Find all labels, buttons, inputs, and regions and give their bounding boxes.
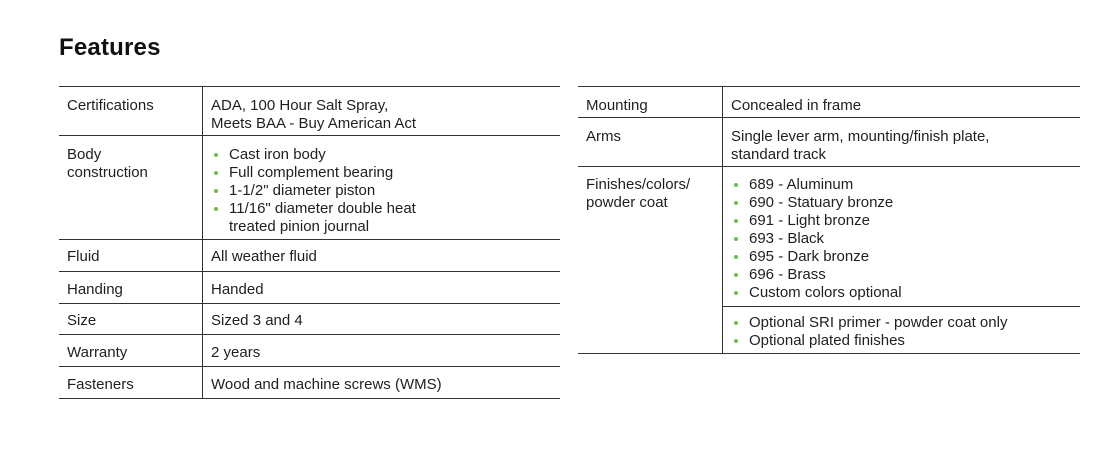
finishes-options xyxy=(723,307,1081,354)
warranty-label: Warranty xyxy=(59,335,203,367)
certifications-label-text: Certifications xyxy=(67,97,154,114)
body-construction-list xyxy=(211,146,560,218)
table-row xyxy=(578,118,1080,167)
list-item: 1-1/2" diameter piston xyxy=(211,182,560,200)
handing-label: Handing xyxy=(59,272,203,304)
finishes-list xyxy=(731,176,1080,302)
fluid-label: Fluid xyxy=(59,240,203,272)
table-row xyxy=(59,136,560,240)
handing-value: Handed xyxy=(203,272,561,304)
table-row xyxy=(578,167,1080,307)
list-item: 691 - Light bronze xyxy=(731,212,1080,230)
list-item: 690 - Statuary bronze xyxy=(731,194,1080,212)
table-row xyxy=(59,272,560,304)
list-item: 693 - Black xyxy=(731,230,1080,248)
list-item: Full complement bearing xyxy=(211,164,560,182)
fasteners-value: Wood and machine screws (WMS) xyxy=(203,367,561,399)
features-table-right xyxy=(578,86,1080,354)
table-row xyxy=(59,367,560,399)
body-construction-label xyxy=(59,136,203,240)
mounting-value: Concealed in frame xyxy=(723,87,1081,118)
table-row xyxy=(59,240,560,272)
finishes-options-list xyxy=(731,314,1080,350)
list-item: Custom colors optional xyxy=(731,284,1080,302)
list-item: 695 - Dark bronze xyxy=(731,248,1080,266)
body-construction-value xyxy=(203,136,561,240)
finishes-value xyxy=(723,167,1081,307)
body-construction-label-line: Body xyxy=(67,146,102,163)
list-item-continuation: treated pinion journal xyxy=(229,218,370,235)
warranty-value: 2 years xyxy=(203,335,561,367)
certifications-value xyxy=(203,87,561,136)
mounting-label: Mounting xyxy=(578,87,723,118)
certifications-label xyxy=(59,87,203,136)
fasteners-label: Fasteners xyxy=(59,367,203,399)
certifications-line: ADA, 100 Hour Salt Spray, xyxy=(211,97,389,114)
list-item: Optional SRI primer - powder coat only xyxy=(731,314,1080,332)
table-row xyxy=(59,335,560,367)
page-title: Features xyxy=(59,34,161,61)
list-item: 11/16" diameter double heat xyxy=(211,200,560,218)
fluid-value: All weather fluid xyxy=(203,240,561,272)
features-table-left xyxy=(59,86,560,399)
finishes-label-line: Finishes/colors/ xyxy=(586,176,691,193)
table-row xyxy=(59,87,560,136)
finishes-label xyxy=(578,167,723,354)
arms-value xyxy=(723,118,1081,167)
finishes-label-line: powder coat xyxy=(586,194,668,211)
list-item: 689 - Aluminum xyxy=(731,176,1080,194)
arms-label: Arms xyxy=(578,118,723,167)
size-label: Size xyxy=(59,304,203,335)
arms-line: Single lever arm, mounting/finish plate, xyxy=(731,128,990,145)
list-item: Cast iron body xyxy=(211,146,560,164)
list-item: Optional plated finishes xyxy=(731,332,1080,350)
arms-line: standard track xyxy=(731,146,827,163)
size-value: Sized 3 and 4 xyxy=(203,304,561,335)
body-construction-label-line: construction xyxy=(67,164,148,181)
list-item: 696 - Brass xyxy=(731,266,1080,284)
table-row xyxy=(578,87,1080,118)
certifications-line: Meets BAA - Buy American Act xyxy=(211,115,417,132)
table-row xyxy=(59,304,560,335)
